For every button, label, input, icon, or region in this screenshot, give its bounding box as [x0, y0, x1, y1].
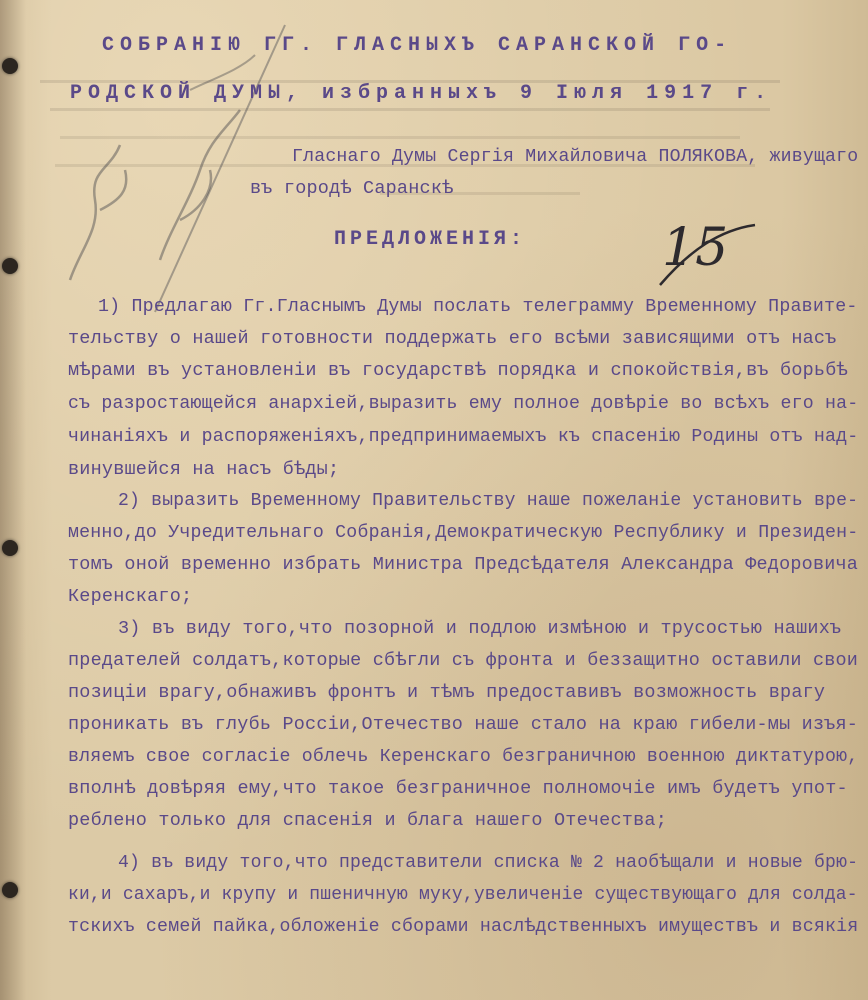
binding-edge	[0, 0, 26, 1000]
binding-hole	[2, 258, 18, 274]
binding-hole	[2, 882, 18, 898]
body-line: 1) Предлагаю Гг.Гласнымъ Думы послать телеграмму Временному Правите-	[98, 296, 858, 317]
body-line: предателей солдатъ,которые сбѣгли съ фронта и беззащитно оставили свои	[68, 650, 859, 671]
page-number: 15	[662, 218, 729, 278]
body-line: проникать въ глубь Россіи,Отечество наше стало на краю гибели-мы изъя-	[68, 714, 859, 735]
body-line: томъ оной временно избрать Министра Предсѣдателя Александра Федоровича	[68, 554, 859, 575]
binding-hole	[2, 58, 18, 74]
body-line: мѣрами въ установленіи въ государствѣ порядка и спокойствія,въ борьбѣ	[68, 360, 848, 381]
page-number-underline	[650, 210, 760, 300]
body-line: 3) въ виду того,что позорной и подлою измѣною и трусостью нашихъ	[118, 618, 842, 639]
body-line: чинаніяхъ и распоряженіяхъ,предпринимаемыхъ къ спасенію Родины отъ над-	[68, 426, 859, 447]
binding-hole	[2, 540, 18, 556]
body-line: реблено только для спасенія и блага нашего Отечества;	[68, 810, 667, 831]
body-line: менно,до Учредительнаго Собранія,Демократическую Республику и Президен-	[68, 522, 859, 543]
body-line: Керенскаго;	[68, 586, 193, 607]
body-line: вполнѣ довѣряя ему,что такое безграничное полномочіе имъ будетъ упот-	[68, 778, 848, 799]
header-line-1: СОБРАНІЮ ГГ. ГЛАСНЫХЪ САРАНСКОЙ ГО-	[102, 34, 733, 57]
author-line-1: Гласнаго Думы Сергія Михайловича ПОЛЯКОВА, живущаго	[292, 146, 859, 167]
body-line: тскихъ семей пайка,обложеніе сборами наслѣдственныхъ имуществъ и всякія	[68, 916, 859, 937]
body-line: вляемъ свое согласіе облечь Керенскаго безграничною военною диктатурою,	[68, 746, 859, 767]
body-line: 2) выразить Временному Правительству наше пожеланіе установить вре-	[118, 490, 859, 511]
body-line: 4) въ виду того,что представители списка № 2 наобѣщали и новые брю-	[118, 852, 859, 873]
header-line-2: РОДСКОЙ ДУМЫ, избранныхъ 9 Іюля 1917 г.	[70, 82, 773, 105]
body-line: тельству о нашей готовности поддержать его всѣми зависящими отъ насъ	[68, 328, 837, 349]
body-line: съ разростающейся анархіей,выразить ему полное довѣріе во всѣхъ его на-	[68, 393, 859, 414]
author-line-2: въ городѣ Саранскѣ	[250, 178, 454, 199]
document-title: ПРЕДЛОЖЕНІЯ:	[334, 228, 527, 251]
body-line: ки,и сахаръ,и крупу и пшеничную муку,увеличеніе существующаго для солда-	[68, 884, 858, 905]
body-line: винувшейся на насъ бѣды;	[68, 459, 340, 480]
body-line: позиціи врагу,обнаживъ фронтъ и тѣмъ предоставивъ возможность врагу	[68, 682, 826, 703]
